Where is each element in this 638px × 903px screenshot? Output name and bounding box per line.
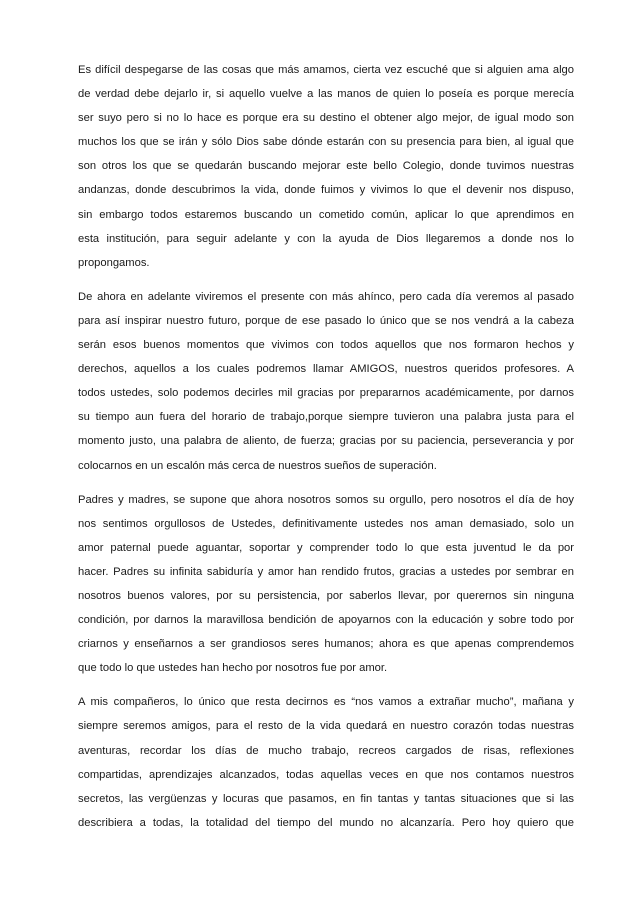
- paragraph-2: [78, 285, 574, 478]
- text-line: nos sentimos orgullosos de Ustedes, definitivamente ustedes nos aman demasiado, solo un: [78, 517, 574, 530]
- text-line: de verdad debe dejarlo ir, si aquello vuelve a las manos de quien lo poseía es porque merecía: [78, 88, 574, 101]
- text-line: describiera a todas, la totalidad del tiempo del mundo no alcanzaría. Pero hoy quiero que: [78, 816, 574, 829]
- text-line: son otros los que se quedarán buscando mejorar este bello Colegio, donde tuvimos nuestras: [78, 160, 574, 173]
- text-line: su tiempo aun fuera del horario de trabajo,porque siempre tuvieron una palabra justa para el: [78, 411, 574, 424]
- text-line: De ahora en adelante viviremos el presente con más ahínco, pero cada día veremos al pasado: [78, 290, 574, 303]
- paragraph-3: [78, 488, 574, 681]
- text-line: secretos, las vergüenzas y locuras que pasamos, en fin tantas y tantas situaciones que si las: [78, 792, 574, 805]
- text-line: hacer. Padres su infinita sabiduría y amor han rendido frutos, gracias a ustedes por sembrar en: [78, 565, 574, 578]
- text-line: andanzas, donde descubrimos la vida, donde fuimos y vivimos lo que el devenir nos dispuso,: [78, 184, 574, 197]
- text-line: colocarnos en un escalón más cerca de nuestros sueños de superación.: [78, 459, 437, 472]
- text-line: criarnos y enseñarnos a ser grandiosos seres humanos; ahora es que apenas comprendemos: [78, 638, 574, 651]
- text-line: muchos los que se irán y sólo Dios sabe dónde estarán con su presencia para bien, al igual que: [78, 136, 574, 149]
- text-line: siempre seremos amigos, para el resto de la vida quedará en nuestro corazón todas nuestras: [78, 720, 574, 733]
- text-line: derechos, aquellos a los cuales podremos llamar AMIGOS, nuestros queridos profesores. A: [78, 363, 574, 376]
- text-line: amor paternal puede aguantar, soportar y comprender todo lo que esta juventud le da por: [78, 541, 574, 554]
- text-line: momento justo, una palabra de aliento, de fuerza; gracias por su paciencia, perseverancia y por: [78, 435, 574, 448]
- text-line: compartidas, aprendizajes alcanzados, todas aquellas veces en que nos contamos nuestros: [78, 768, 574, 781]
- text-line: ser suyo pero si no lo hace es porque era su destino el obtener algo mejor, de igual modo son: [78, 112, 574, 125]
- text-line: nosotros buenos valores, por su persistencia, por saberlos llevar, por querernos sin ninguna: [78, 589, 574, 602]
- text-line: sin embargo todos estaremos buscando un cometido común, aplicar lo que aprendimos en: [78, 208, 574, 221]
- text-line: Es difícil despegarse de las cosas que más amamos, cierta vez escuché que si alguien ama algo: [78, 64, 574, 76]
- text-line: condición, por darnos la maravillosa bendición de apoyarnos con la educación y sobre todo por: [78, 614, 574, 627]
- text-line: serán esos buenos momentos que vivimos con todos aquellos que nos formaron hechos y: [78, 339, 574, 352]
- text-line: todos ustedes, solo podemos decirles mil gracias por prepararnos académicamente, por darnos: [78, 387, 574, 400]
- text-line: Padres y madres, se supone que ahora nosotros somos su orgullo, pero nosotros el día de hoy: [78, 493, 574, 506]
- text-line: propongamos.: [78, 256, 150, 269]
- text-line: A mis compañeros, lo único que resta decirnos es “nos vamos a extrañar mucho”, mañana y: [78, 696, 574, 709]
- paragraph-4: [78, 690, 574, 835]
- text-line: que todo lo que ustedes han hecho por nosotros fue por amor.: [78, 662, 388, 675]
- text-line: para así inspirar nuestro futuro, porque de ese pasado lo único que se nos vendrá a la cabeza: [78, 314, 574, 327]
- body-text: [78, 58, 574, 845]
- text-line: aventuras, recordar los días de mucho trabajo, recreos cargados de risas, reflexiones: [78, 744, 574, 757]
- paragraph-1: [78, 58, 574, 275]
- text-line: esta institución, para seguir adelante y con la ayuda de Dios llegaremos a donde nos lo: [78, 232, 574, 245]
